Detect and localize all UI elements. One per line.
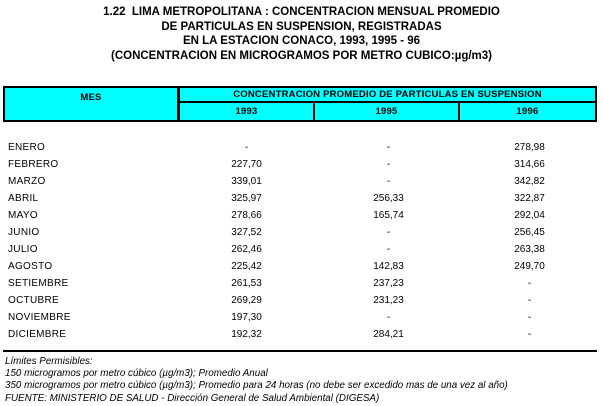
table-row <box>3 139 597 156</box>
month-cell: MARZO <box>8 176 46 187</box>
value-1996: 249,70 <box>514 261 545 272</box>
value-1995: 284,21 <box>373 329 404 340</box>
table-row <box>3 190 597 207</box>
value-1996: 256,45 <box>514 227 545 238</box>
value-1995: 165,74 <box>373 210 404 221</box>
year-1995-label: 1995 <box>375 106 398 117</box>
title-line-2: DE PARTICULAS EN SUSPENSION, REGISTRADAS <box>161 20 442 33</box>
footnote-limits-title: Límites Permisibles: <box>5 356 93 367</box>
value-1996: 278,98 <box>514 142 545 153</box>
value-1996: 292,04 <box>514 210 545 221</box>
table-row <box>3 292 597 309</box>
value-1993: 192,32 <box>231 329 262 340</box>
table-row <box>3 241 597 258</box>
mes-header-label: MES <box>80 92 102 103</box>
value-1995: 142,83 <box>373 261 404 272</box>
value-1996: - <box>527 312 532 323</box>
year-1996-label: 1996 <box>516 106 539 117</box>
value-1993: 269,29 <box>231 295 262 306</box>
value-1995: - <box>386 159 391 170</box>
table-row <box>3 258 597 275</box>
column-header-mes <box>5 88 180 120</box>
value-1996: - <box>527 295 532 306</box>
footnote-limit-24h: 350 microgramos por metro cúbico (µg/m3); Promedio para 24 horas (no debe ser excedido mas de una vez al año) <box>5 380 508 392</box>
table-row <box>3 173 597 190</box>
value-1995: 256,33 <box>373 193 404 204</box>
table-row <box>3 156 597 173</box>
value-1995: - <box>386 176 391 187</box>
month-cell: ENERO <box>8 142 46 153</box>
group-header-row <box>180 88 595 103</box>
column-header-1995 <box>315 103 460 120</box>
month-cell: JULIO <box>8 244 38 255</box>
month-cell: DICIEMBRE <box>8 329 67 340</box>
table-body <box>3 139 597 343</box>
month-cell: NOVIEMBRE <box>8 312 71 323</box>
footnote-limit-annual: 150 microgramos por metro cúbico (µg/m3); Promedio Anual <box>5 368 268 380</box>
value-1995: 231,23 <box>373 295 404 306</box>
value-1995: - <box>386 227 391 238</box>
title-line-4: (CONCENTRACION EN MICROGRAMOS POR METRO CUBICO:µg/m3) <box>110 49 492 62</box>
value-1993: 339,01 <box>231 176 262 187</box>
title-line-3: EN LA ESTACION CONACO, 1993, 1995 - 96 <box>182 35 421 47</box>
table-row <box>3 326 597 343</box>
group-header-label: CONCENTRACION PROMEDIO DE PARTICULAS EN SUSPENSION <box>233 89 542 100</box>
concentration-header-group <box>180 88 595 120</box>
table-bottom-rule <box>3 350 597 352</box>
month-cell: FEBRERO <box>8 159 59 170</box>
year-1993-label: 1993 <box>235 106 258 117</box>
value-1995: - <box>386 142 391 153</box>
footnote-source: FUENTE: MINISTERIO DE SALUD - Dirección General de Salud Ambiental (DIGESA) <box>5 392 380 404</box>
value-1993: 225,42 <box>231 261 262 272</box>
value-1996: - <box>527 278 532 289</box>
value-1993: 227,70 <box>231 159 262 170</box>
month-cell: SETIEMBRE <box>8 278 69 289</box>
table-row <box>3 275 597 292</box>
month-cell: OCTUBRE <box>8 295 59 306</box>
value-1993: 325,97 <box>231 193 262 204</box>
value-1996: - <box>527 329 532 340</box>
table-header <box>3 86 597 122</box>
value-1996: 342,82 <box>514 176 545 187</box>
table-row <box>3 309 597 326</box>
table-row <box>3 207 597 224</box>
value-1995: - <box>386 312 391 323</box>
column-header-1996 <box>460 103 595 120</box>
month-cell: JUNIO <box>8 227 40 238</box>
value-1995: 237,23 <box>373 278 404 289</box>
value-1995: - <box>386 244 391 255</box>
value-1996: 263,38 <box>514 244 545 255</box>
column-header-1993 <box>180 103 315 120</box>
value-1993: 327,52 <box>231 227 262 238</box>
value-1996: 314,66 <box>514 159 545 170</box>
value-1993: 197,30 <box>231 312 262 323</box>
value-1993: 261,53 <box>231 278 262 289</box>
table-row <box>3 224 597 241</box>
month-cell: ABRIL <box>8 193 39 204</box>
year-header-row <box>180 103 595 120</box>
value-1993: 278,66 <box>231 210 262 221</box>
title-line-1: 1.22 LIMA METROPOLITANA : CONCENTRACION MENSUAL PROMEDIO <box>103 6 500 18</box>
value-1993: - <box>244 142 249 153</box>
value-1996: 322,87 <box>514 193 545 204</box>
value-1993: 262,46 <box>231 244 262 255</box>
document-title <box>0 5 603 63</box>
month-cell: AGOSTO <box>8 261 53 272</box>
month-cell: MAYO <box>8 210 38 221</box>
footnotes <box>5 356 601 405</box>
